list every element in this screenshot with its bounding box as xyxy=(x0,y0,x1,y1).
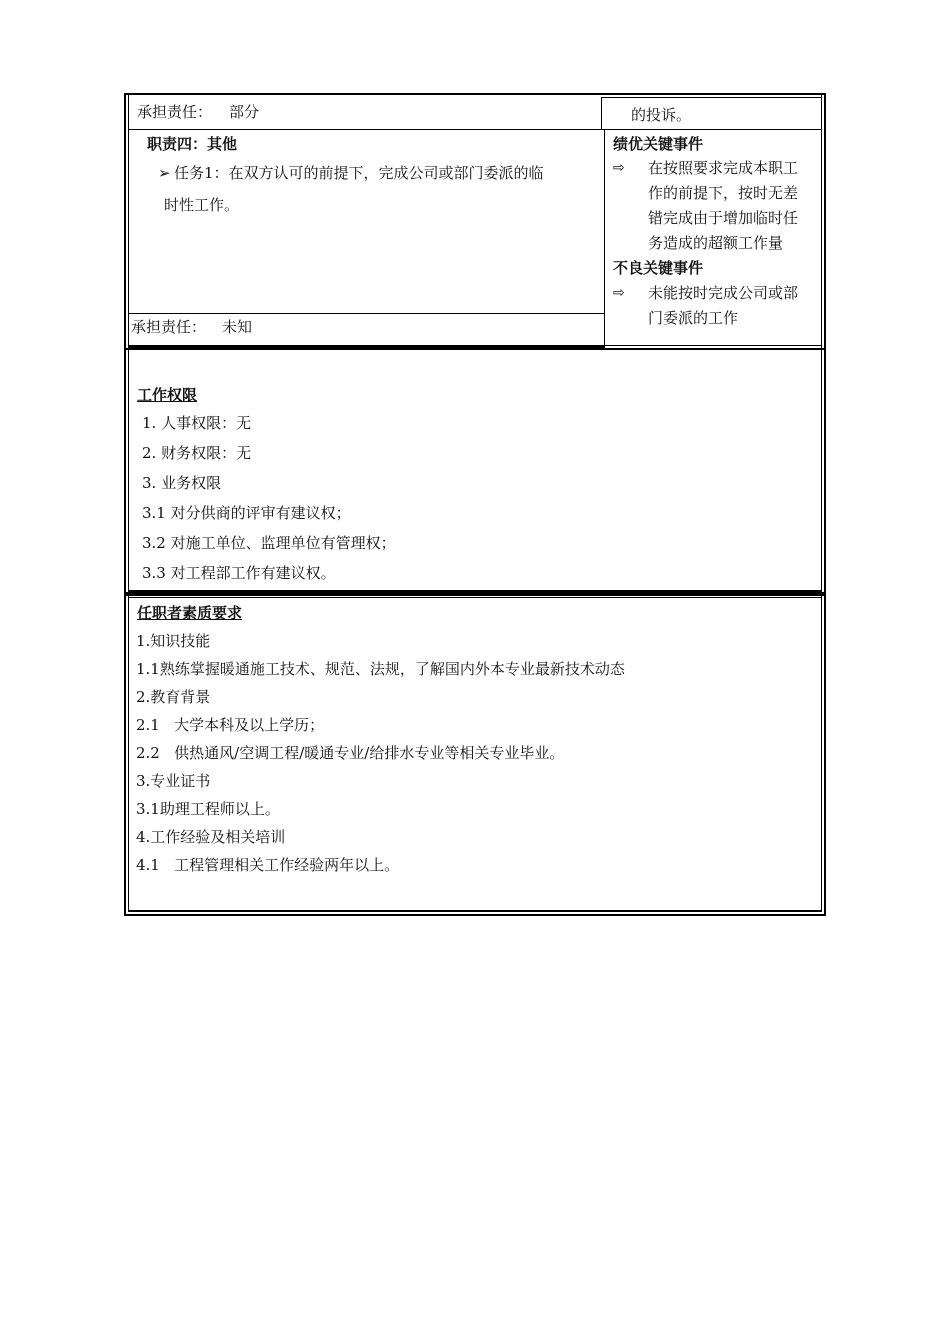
excellent-line-1: 在按照要求完成本职工 xyxy=(648,159,799,177)
top-responsibility-label: 承担责任： xyxy=(137,103,213,121)
authority-section-border xyxy=(124,348,826,594)
qualification-item: 1.1熟练掌握暖通施工技术、规范、法规，了解国内外本专业最新技术动态 xyxy=(136,660,625,678)
divider xyxy=(128,129,602,130)
excellent-line-3: 错完成由于增加临时任 xyxy=(648,209,799,227)
qualification-item: 4.1 工程管理相关工作经验两年以上。 xyxy=(136,856,400,874)
poor-line-1: 未能按时完成公司或部 xyxy=(648,284,799,302)
qualification-item: 1.知识技能 xyxy=(136,632,211,650)
carryover-text: 的投诉。 xyxy=(631,106,692,124)
arrow-icon: ⇨ xyxy=(613,160,625,176)
divider xyxy=(601,97,602,130)
divider xyxy=(128,910,822,912)
qualification-item: 2.2 供热通风/空调工程/暖通专业/给排水专业等相关专业毕业。 xyxy=(136,744,565,762)
poor-line-2: 门委派的工作 xyxy=(648,309,739,327)
qualification-item: 3.1助理工程师以上。 xyxy=(136,800,280,818)
divider xyxy=(601,129,822,130)
authority-item: 3.3 对工程部工作有建议权。 xyxy=(142,564,336,582)
authority-item: 3.2 对施工单位、监理单位有管理权； xyxy=(142,534,396,552)
authority-item: 3. 业务权限 xyxy=(142,474,222,492)
excellent-line-4: 务造成的超额工作量 xyxy=(648,234,784,252)
qualification-item: 4.工作经验及相关培训 xyxy=(136,828,286,846)
top-responsibility-value: 部分 xyxy=(229,103,260,121)
arrow-icon: ⇨ xyxy=(613,285,625,301)
divider xyxy=(821,95,822,348)
duty4-responsibility-label: 承担责任： xyxy=(131,318,207,336)
divider xyxy=(128,348,129,590)
divider xyxy=(128,597,822,598)
divider xyxy=(128,313,604,314)
divider xyxy=(601,97,822,98)
poor-events-title: 不良关键事件 xyxy=(613,259,704,277)
qualification-item: 2.1 大学本科及以上学历； xyxy=(136,716,325,734)
excellent-events-title: 绩优关键事件 xyxy=(613,135,704,153)
divider xyxy=(128,95,129,348)
duty4-title: 职责四：其他 xyxy=(147,135,238,153)
qualification-item: 3.专业证书 xyxy=(136,772,211,790)
divider xyxy=(128,590,822,592)
task-line-2: 时性工作。 xyxy=(164,196,240,214)
excellent-line-2: 作的前提下，按时无差 xyxy=(648,184,799,202)
duty4-responsibility-value: 未知 xyxy=(222,318,253,336)
divider xyxy=(821,348,822,590)
divider xyxy=(604,345,822,346)
authority-item: 1. 人事权限：无 xyxy=(142,414,252,432)
authority-title: 工作权限 xyxy=(137,386,198,404)
authority-item: 2. 财务权限：无 xyxy=(142,444,252,462)
authority-item: 3.1 对分供商的评审有建议权； xyxy=(142,504,351,522)
qualifications-title: 任职者素质要求 xyxy=(137,604,243,622)
divider xyxy=(604,129,605,350)
divider xyxy=(128,596,129,912)
divider xyxy=(821,596,822,912)
qualification-item: 2.教育背景 xyxy=(136,688,211,706)
task-marker: ➢ xyxy=(158,164,171,182)
task-line-1: 任务1：在双方认可的前提下，完成公司或部门委派的临 xyxy=(174,164,544,182)
